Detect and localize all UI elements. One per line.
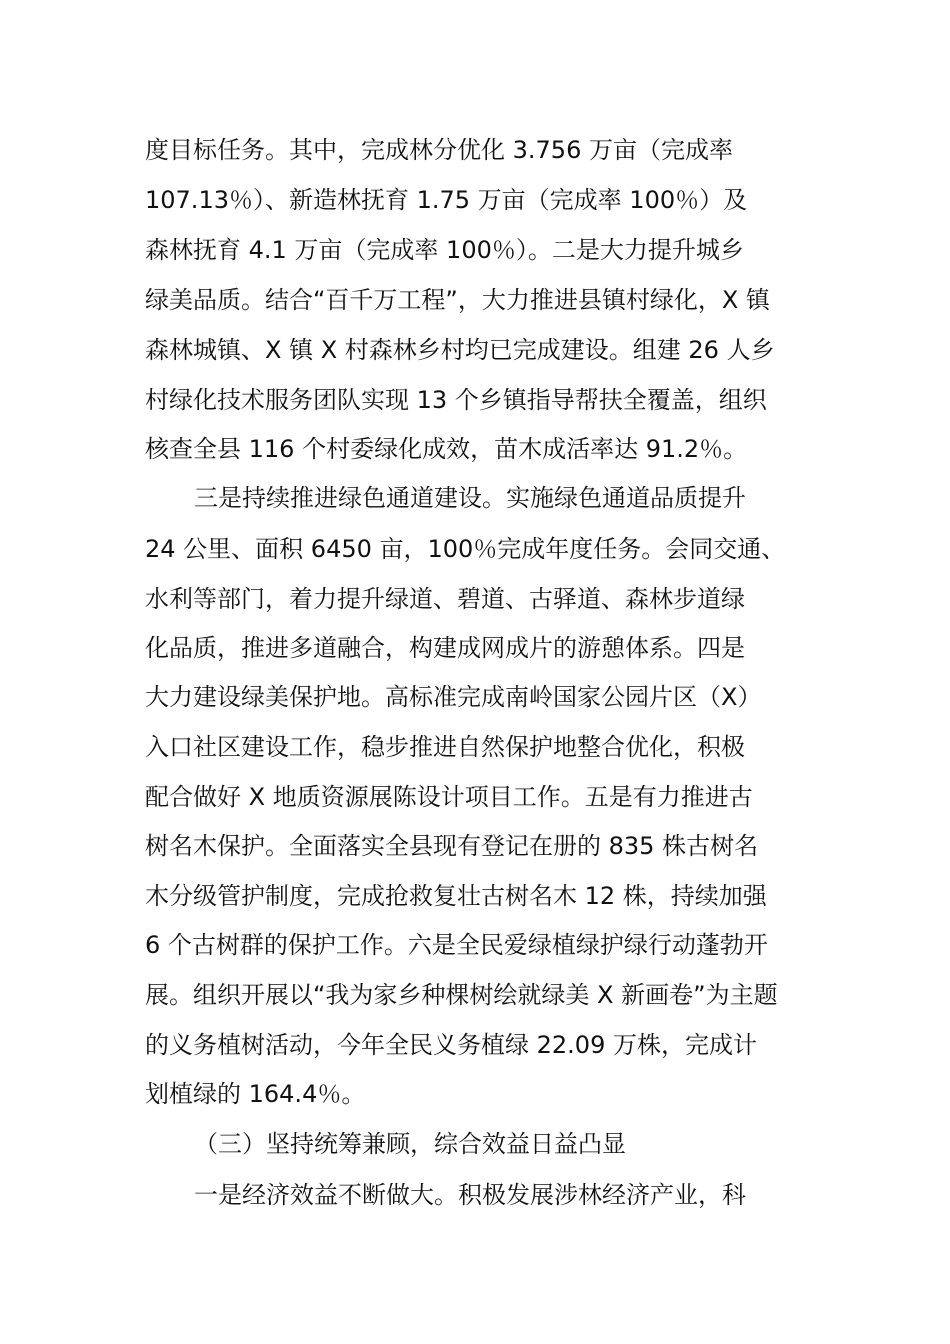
text-line: 化品质，推进多道融合，构建成网成片的游憩体系。四是	[145, 634, 745, 662]
text-line: 配合做好 X 地质资源展陈设计项目工作。五是有力推进古	[145, 783, 753, 811]
paragraph-first-line: 一是经济效益不断做大。积极发展涉林经济产业，科	[194, 1181, 746, 1209]
text-line: 的义务植树活动，今年全民义务植绿 22.09 万株，完成计	[145, 1031, 757, 1059]
text-line: 24 公里、面积 6450 亩，100％完成年度任务。会同交通、	[145, 535, 786, 563]
text-line: 木分级管护制度，完成抢救复壮古树名木 12 株，持续加强	[145, 882, 767, 910]
text-line: 森林抚育 4.1 万亩（完成率 100％）。二是大力提升城乡	[145, 236, 744, 264]
text-line: 核查全县 116 个村委绿化成效，苗木成活率达 91.2％。	[145, 435, 748, 463]
text-line: 森林城镇、X 镇 X 村森林乡村均已完成建设。组建 26 人乡	[145, 336, 775, 364]
text-line: 展。组织开展以“我为家乡种棵树绘就绿美 X 新画卷”为主题	[145, 981, 778, 1009]
paragraph-first-line: 三是持续推进绿色通道建设。实施绿色通道品质提升	[194, 484, 746, 512]
text-line: 树名木保护。全面落实全县现有登记在册的 835 株古树名	[145, 832, 759, 860]
text-line: 107.13％）、新造林抚育 1.75 万亩（完成率 100％）及	[145, 186, 748, 214]
text-line: 绿美品质。结合“百千万工程”，大力推进县镇村绿化，X 镇	[145, 286, 770, 314]
section-heading: （三）坚持统筹兼顾，综合效益日益凸显	[194, 1130, 626, 1158]
text-line: 大力建设绿美保护地。高标准完成南岭国家公园片区（X）	[145, 683, 762, 711]
text-line: 村绿化技术服务团队实现 13 个乡镇指导帮扶全覆盖，组织	[145, 386, 767, 414]
text-line: 划植绿的 164.4％。	[145, 1080, 366, 1108]
text-line: 度目标任务。其中，完成林分优化 3.756 万亩（完成率	[145, 136, 733, 164]
text-line: 水利等部门，着力提升绿道、碧道、古驿道、森林步道绿	[145, 585, 745, 613]
text-line: 入口社区建设工作，稳步推进自然保护地整合优化，积极	[145, 733, 745, 761]
text-line: 6 个古树群的保护工作。六是全民爱绿植绿护绿行动蓬勃开	[145, 931, 768, 959]
